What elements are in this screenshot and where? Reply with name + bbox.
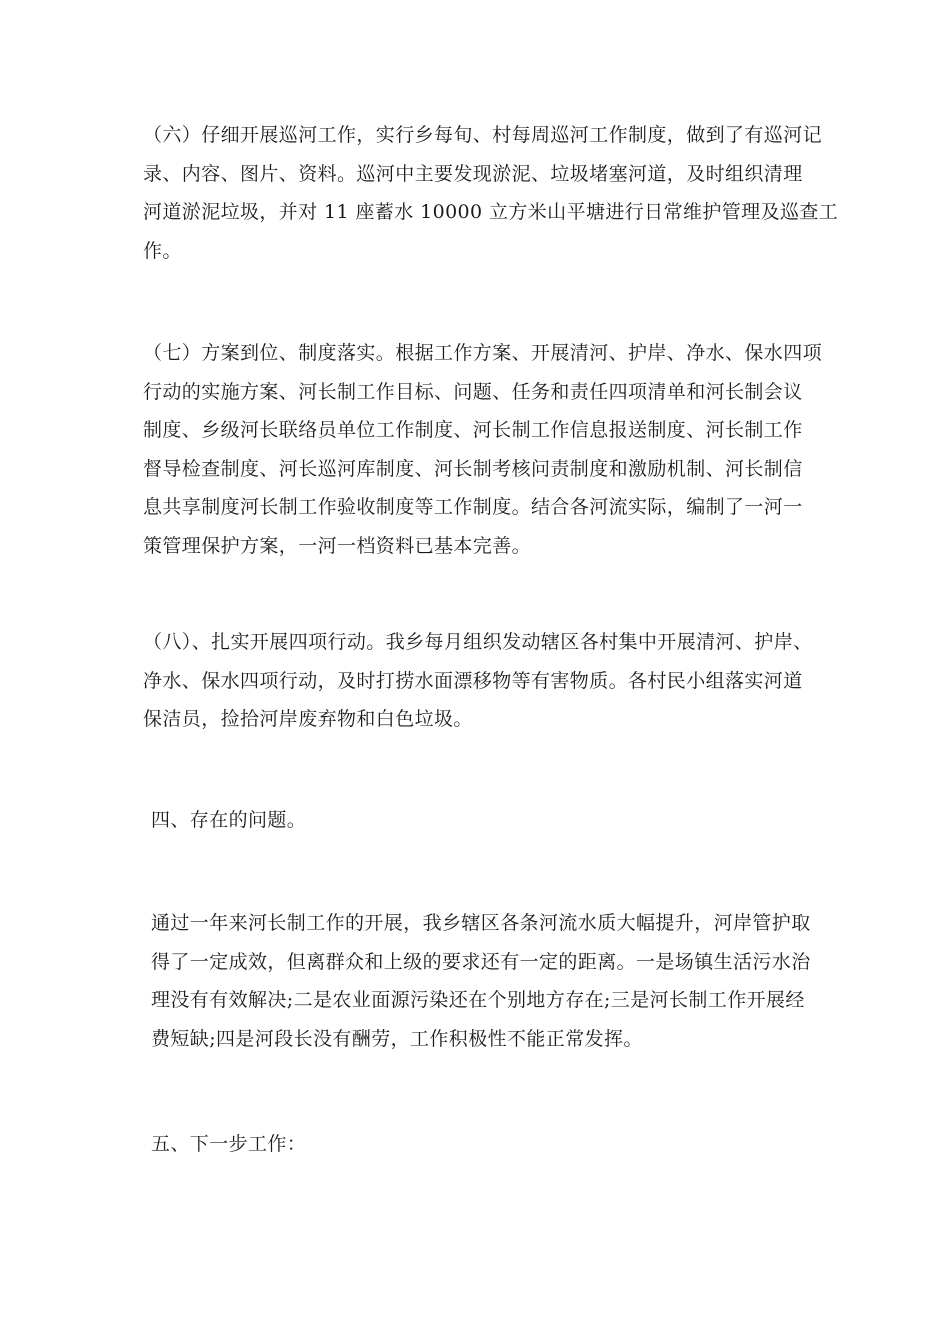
paragraph-plan-system xyxy=(143,334,823,565)
text-line: （六）仔细开展巡河工作，实行乡每旬、村每周巡河工作制度，做到了有巡河记 xyxy=(143,124,823,146)
text-line: 净水、保水四项行动，及时打捞水面漂移物等有害物质。各村民小组落实河道 xyxy=(143,669,803,692)
text-line: 行动的实施方案、河长制工作目标、问题、任务和责任四项清单和河长制会议 xyxy=(143,380,803,403)
text-line: 制度、乡级河长联络员单位工作制度、河长制工作信息报送制度、河长制工作 xyxy=(143,419,803,441)
heading-next-steps xyxy=(143,1125,811,1164)
text-line: 督导检查制度、河长巡河库制度、河长制考核问责制度和激励机制、河长制信 xyxy=(143,457,803,480)
text-line: （八）、扎实开展四项行动。我乡每月组织发动辖区各村集中开展清河、护岸、 xyxy=(143,631,813,653)
paragraph-patrol-work xyxy=(143,116,839,270)
text-line: 费短缺;四是河段长没有酬劳，工作积极性不能正常发挥。 xyxy=(151,1027,643,1050)
text-line: 理没有有效解决;二是农业面源污染还在个别地方存在;三是河长制工作开展经 xyxy=(151,989,805,1011)
text-line: 通过一年来河长制工作的开展，我乡辖区各条河流水质大幅提升，河岸管护取 xyxy=(151,912,811,934)
text-line: 录、内容、图片、资料。巡河中主要发现淤泥、垃圾堵塞河道，及时组织清理 xyxy=(143,162,803,185)
text-line: 作。 xyxy=(143,239,182,262)
text-line: 保洁员，捡拾河岸废弃物和白色垃圾。 xyxy=(143,708,473,730)
section-heading: 五、下一步工作： xyxy=(151,1133,307,1155)
heading-existing-problems xyxy=(143,801,811,840)
paragraph-problems-detail xyxy=(143,904,811,1058)
paragraph-four-actions xyxy=(143,623,813,739)
text-line: （七）方案到位、制度落实。根据工作方案、开展清河、护岸、净水、保水四项 xyxy=(143,342,823,364)
section-heading: 四、存在的问题。 xyxy=(151,809,307,831)
text-line: 得了一定成效，但离群众和上级的要求还有一定的距离。一是场镇生活污水治 xyxy=(151,950,811,973)
text-line: 河道淤泥垃圾，并对 11 座蓄水 10000 立方米山平塘进行日常维护管理及巡查工 xyxy=(143,201,839,223)
text-line: 策管理保护方案，一河一档资料已基本完善。 xyxy=(143,534,532,557)
text-line: 息共享制度河长制工作验收制度等工作制度。结合各河流实际，编制了一河一 xyxy=(143,496,803,518)
